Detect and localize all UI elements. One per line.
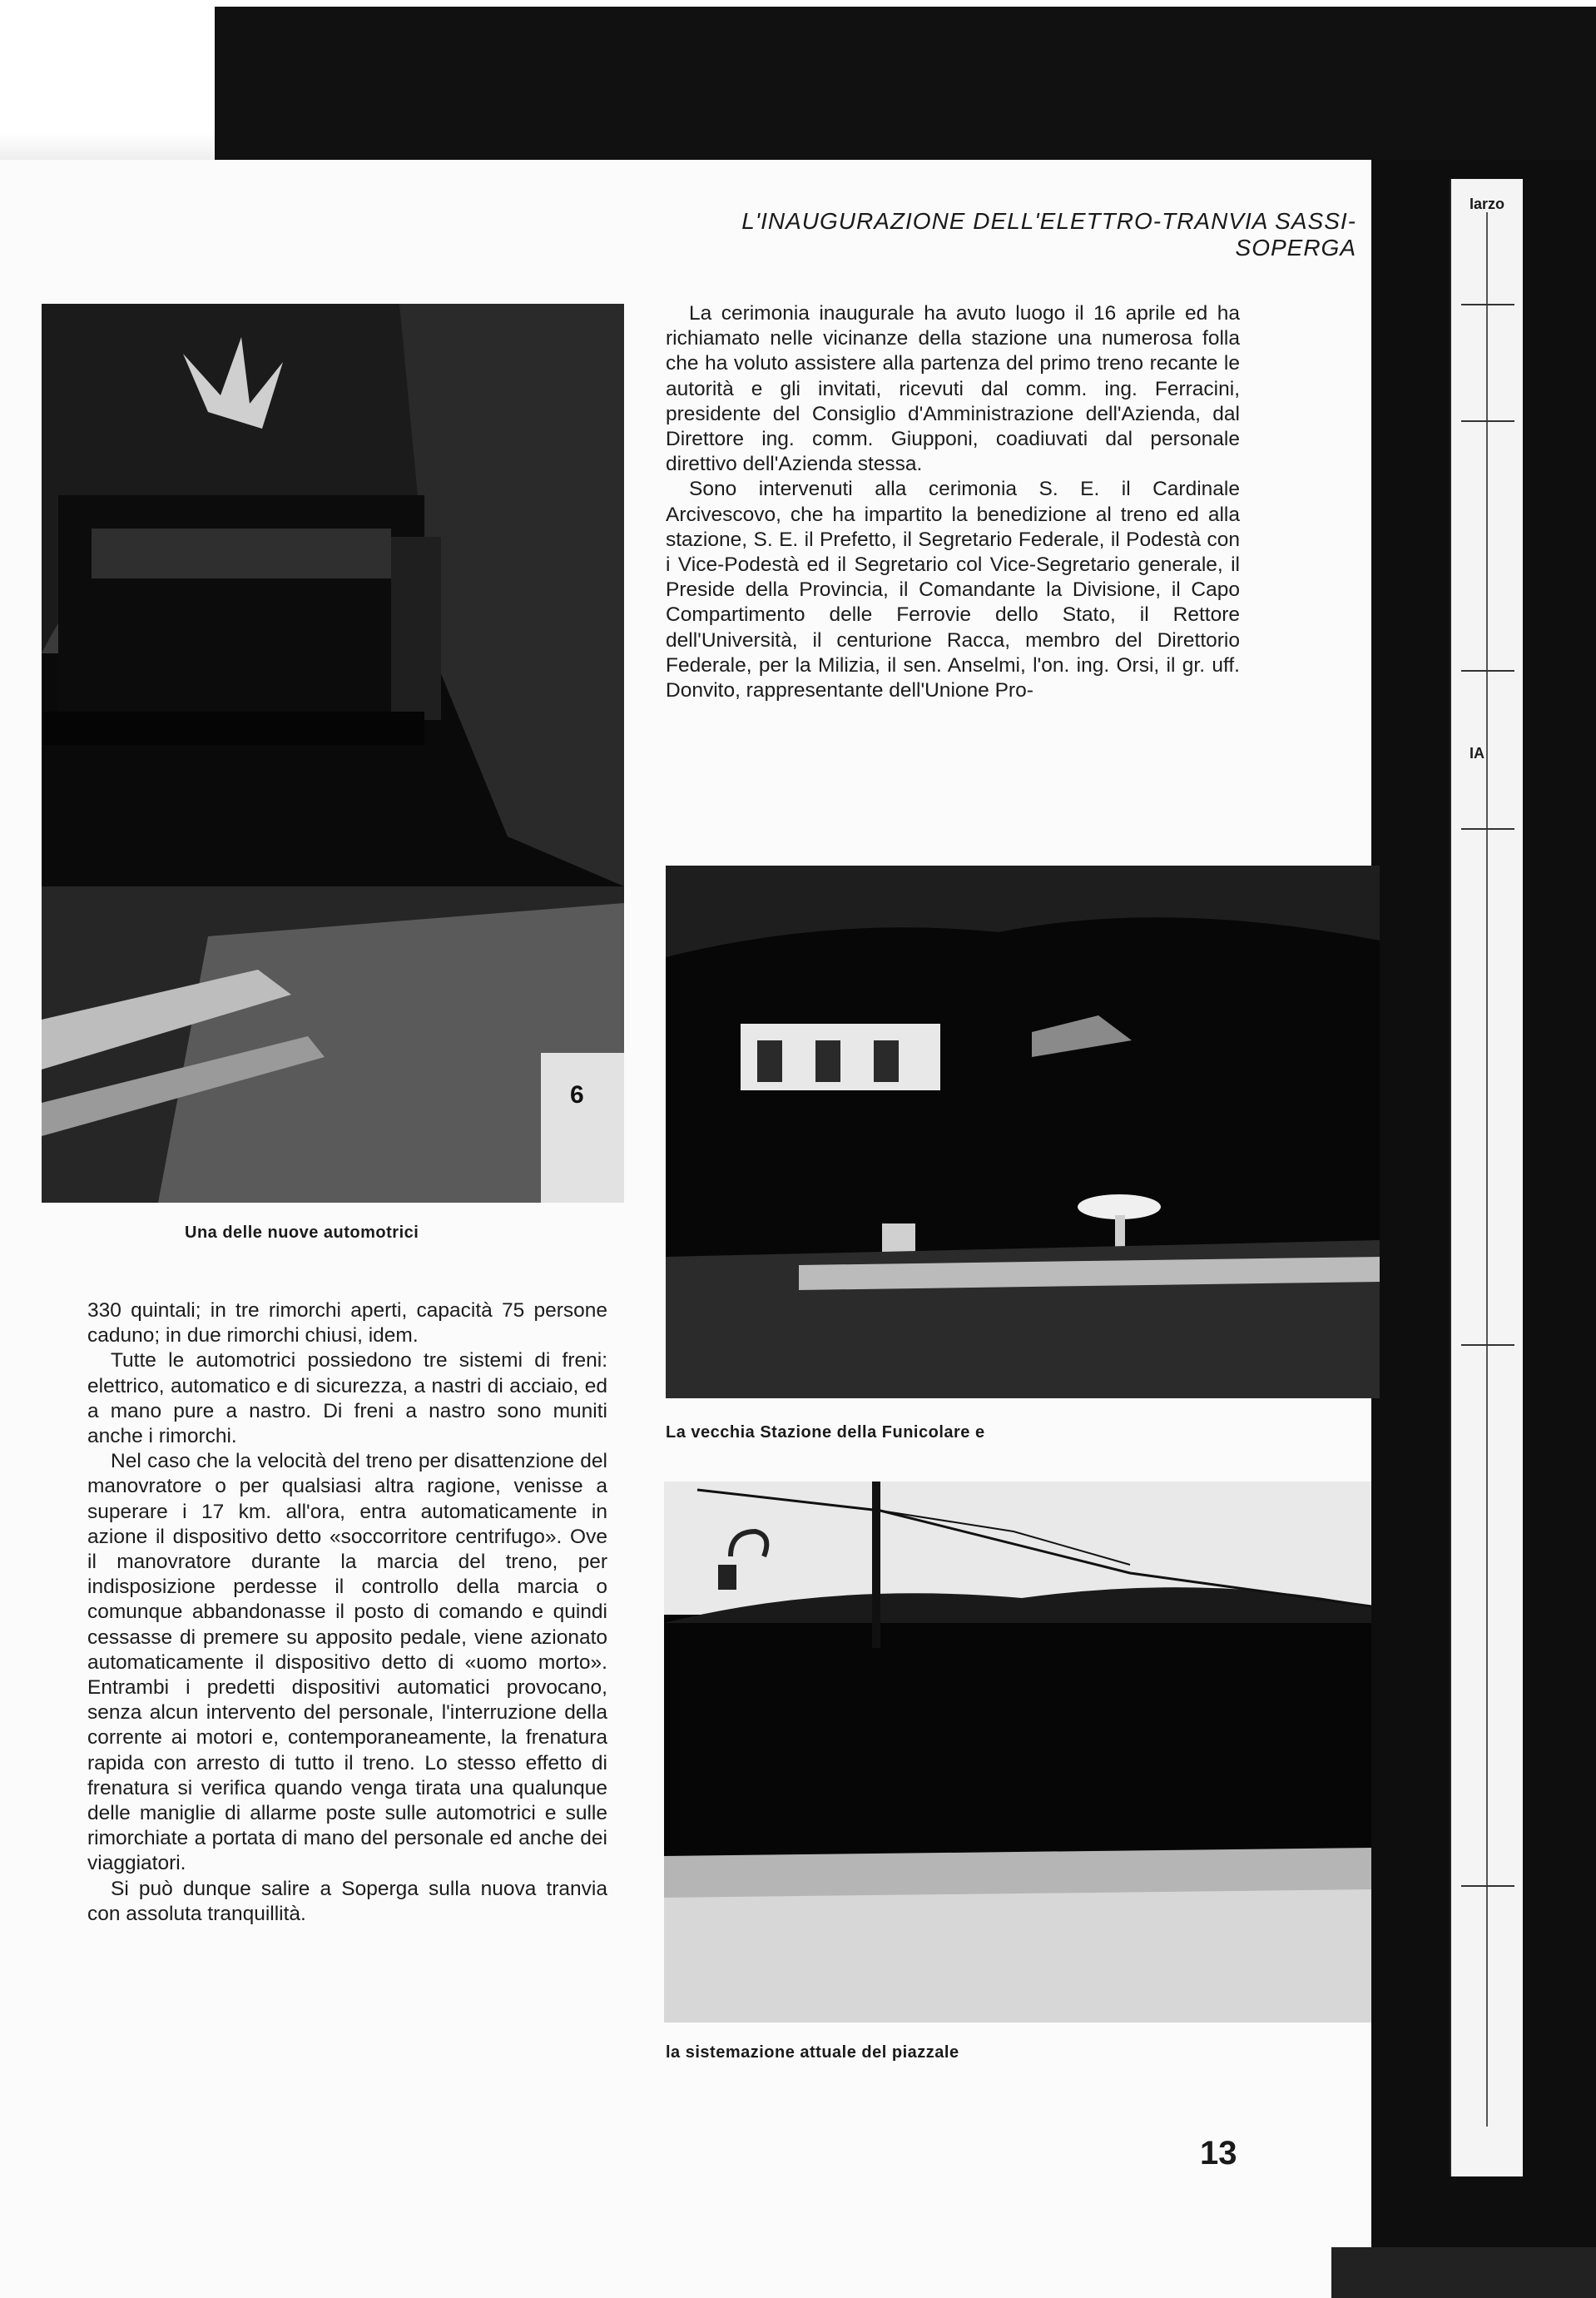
piazzale-photo-drawing	[664, 1482, 1371, 2023]
page-number: 13	[1200, 2135, 1237, 2171]
scan-dark-background	[215, 7, 1596, 160]
adjacent-page-rule	[1461, 670, 1514, 672]
station-photo-caption: La vecchia Stazione della Funicolare e	[666, 1423, 985, 1442]
adjacent-page-rule	[1486, 212, 1488, 2127]
paragraph: Tutte le automotrici possiedono tre sistemi di freni: elettrico, automatico e di sicurezza, a nastri di acciaio, ed a mano pure a nastro. Di freni a nastro sono muniti anche i rimorchi.	[87, 1349, 607, 1448]
adjacent-page-edge	[1450, 179, 1523, 2176]
adjacent-page-rule	[1461, 304, 1514, 305]
margin-label-middle: IA	[1470, 745, 1484, 762]
piazzale-photo	[664, 1482, 1371, 2023]
tram-photo	[42, 304, 624, 1203]
paragraph: Sono intervenuti alla cerimonia S. E. il Cardinale Arcivescovo, che ha impartito la benedizione al treno ed alla stazione, S. E. il Prefetto, il Segretario Federale, il Podestà con i Vice-Podestà ed il Segretario col Vice-Segretario generale, il Preside della Provincia, il Comandante la Divisione, il Capo Compartimento delle Ferrovie dello Stato, il Rettore dell'Università, il centurione Racca, membro del Direttorio Federale, per la Milizia, il sen. Anselmi, l'on. ing. Orsi, il gr. uff. Donvito, rappresentante dell'Unione Pro-	[666, 478, 1240, 702]
station-photo	[666, 866, 1380, 1398]
margin-label-top: Iarzo	[1470, 196, 1505, 212]
piazzale-photo-caption: la sistemazione attuale del piazzale	[666, 2043, 959, 2062]
adjacent-page-rule	[1461, 1344, 1514, 1346]
scan-bottom-shadow	[1331, 2247, 1596, 2298]
left-text-column	[87, 1298, 607, 1927]
station-photo-drawing	[666, 866, 1380, 1398]
paragraph: La cerimonia inaugurale ha avuto luogo il 16 aprile ed ha richiamato nelle vicinanze della stazione una numerosa folla che ha voluto assistere alla partenza del primo treno recante le autorità e gli invitati, ricevuti dal comm. ing. Ferracini, presidente del Consiglio d'Amministrazione dell'Azienda, dal Direttore ing. comm. Giupponi, coadiuvati dal personale direttivo dell'Azienda stessa.	[666, 302, 1240, 476]
pole-number: 6	[570, 1081, 584, 1109]
adjacent-page-rule	[1461, 1885, 1514, 1887]
adjacent-page-rule	[1461, 420, 1514, 422]
tram-photo-drawing	[42, 304, 624, 1203]
paragraph: 330 quintali; in tre rimorchi aperti, capacità 75 persone caduno; in due rimorchi chiusi, idem.	[87, 1299, 607, 1348]
right-text-column	[666, 301, 1240, 703]
paragraph: Nel caso che la velocità del treno per disattenzione del manovratore o per qualsiasi altra ragione, venisse a superare i 17 km. all'ora, entra automaticamente in azione il dispositivo detto «soccorritore centrifugo». Ove il manovratore durante la marcia del treno, per indisposizione perdesse il controllo della marcia o comunque abbandonasse il posto di comando e quindi cessasse di premere su apposito pedale, viene azionato automaticamente il dispositivo detto di «uomo morto». Entrambi i predetti dispositivi automatici provocano, senza alcun intervento del personale, l'interruzione della corrente ai motori e, contemporaneamente, la frenatura rapida con arresto di tutto il treno. Lo stesso effetto di frenatura si verifica quando venga tirata una qualunque delle maniglie di allarme poste sulle automotrici e sulle rimorchiate a portata di mano del personale ed anche dei viaggiatori.	[87, 1450, 607, 1875]
running-head: L'INAUGURAZIONE DELL'ELETTRO-TRANVIA SASSI-SOPERGA	[741, 208, 1356, 261]
scan-edge-fade	[0, 133, 215, 160]
paragraph: Si può dunque salire a Soperga sulla nuova tranvia con assoluta tranquillità.	[87, 1877, 607, 1925]
tram-photo-caption: Una delle nuove automotrici	[185, 1223, 419, 1242]
adjacent-page-rule	[1461, 828, 1514, 830]
